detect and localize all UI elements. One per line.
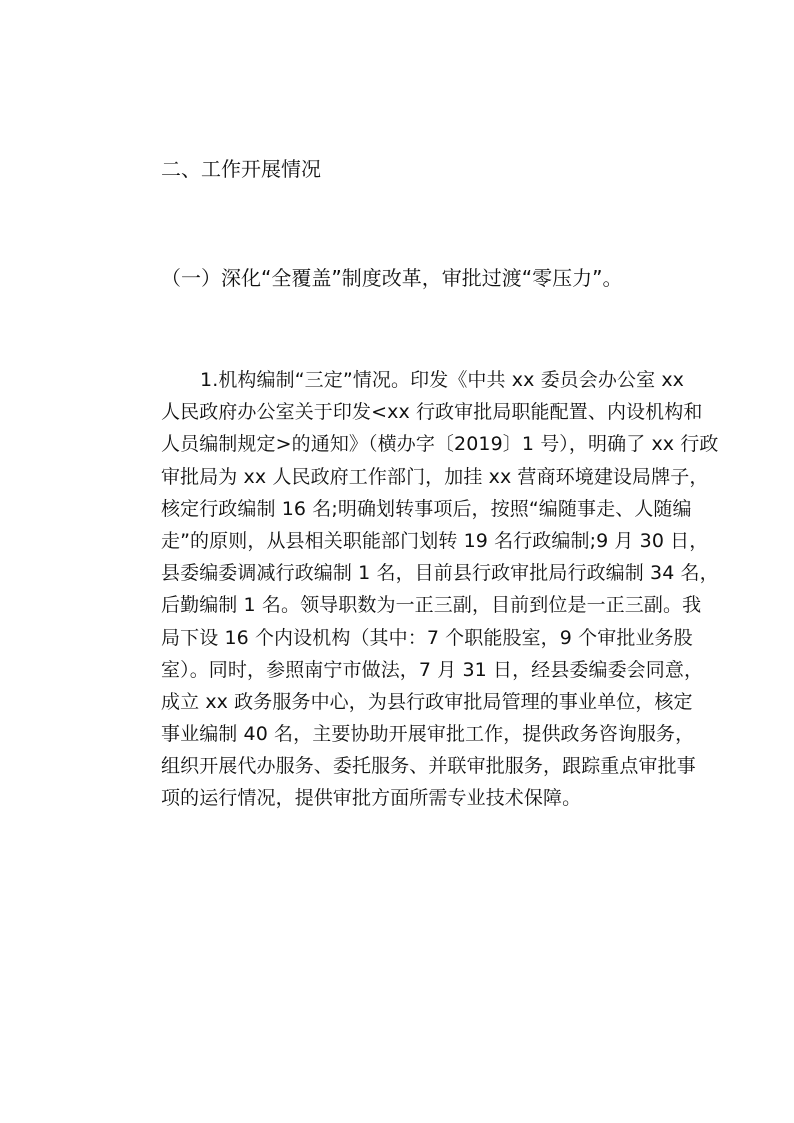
paragraph-line: 人民政府办公室关于印发<xx 行政审批局职能配置、内设机构和 [161,401,703,424]
paragraph-line: 后勤编制 1 名。领导职数为一正三副，目前到位是一正三副。我 [161,594,702,617]
paragraph-line: 组织开展代办服务、委托服务、并联审批服务，跟踪重点审批事 [161,755,696,778]
paragraph-line: 走”的原则，从县相关职能部门划转 19 名行政编制;9 月 30 日， [161,529,709,552]
paragraph-line: 局下设 16 个内设机构（其中：7 个职能股室，9 个审批业务股 [161,626,693,649]
paragraph-line: 1.机构编制“三定”情况。印发《中共 xx 委员会办公室 xx [200,369,685,391]
paragraph-line: 县委编委调减行政编制 1 名，目前县行政审批局行政编制 34 名， [161,562,719,585]
body-paragraph [161,364,719,815]
paragraph-line: 事业编制 40 名，主要协助开展审批工作，提供政务咨询服务， [161,723,695,746]
paragraph-line: 成立 xx 政务服务中心，为县行政审批局管理的事业单位，核定 [161,690,693,713]
section-heading: 二、工作开展情况 [161,157,321,181]
subsection-heading: （一）深化“全覆盖”制度改革，审批过渡“零压力”。 [161,266,623,290]
paragraph-line: 室）。同时，参照南宁市做法，7 月 31 日，经县委编委会同意， [161,658,704,681]
paragraph-line: 项的运行情况，提供审批方面所需专业技术保障。 [161,787,582,810]
paragraph-line: 审批局为 xx 人民政府工作部门，加挂 xx 营商环境建设局牌子， [161,465,709,488]
paragraph-line: 核定行政编制 16 名;明确划转事项后，按照“编随事走、人随编 [161,497,692,520]
paragraph-line: 人员编制规定>的通知》（横办字〔2019〕1 号），明确了 xx 行政 [161,433,719,456]
